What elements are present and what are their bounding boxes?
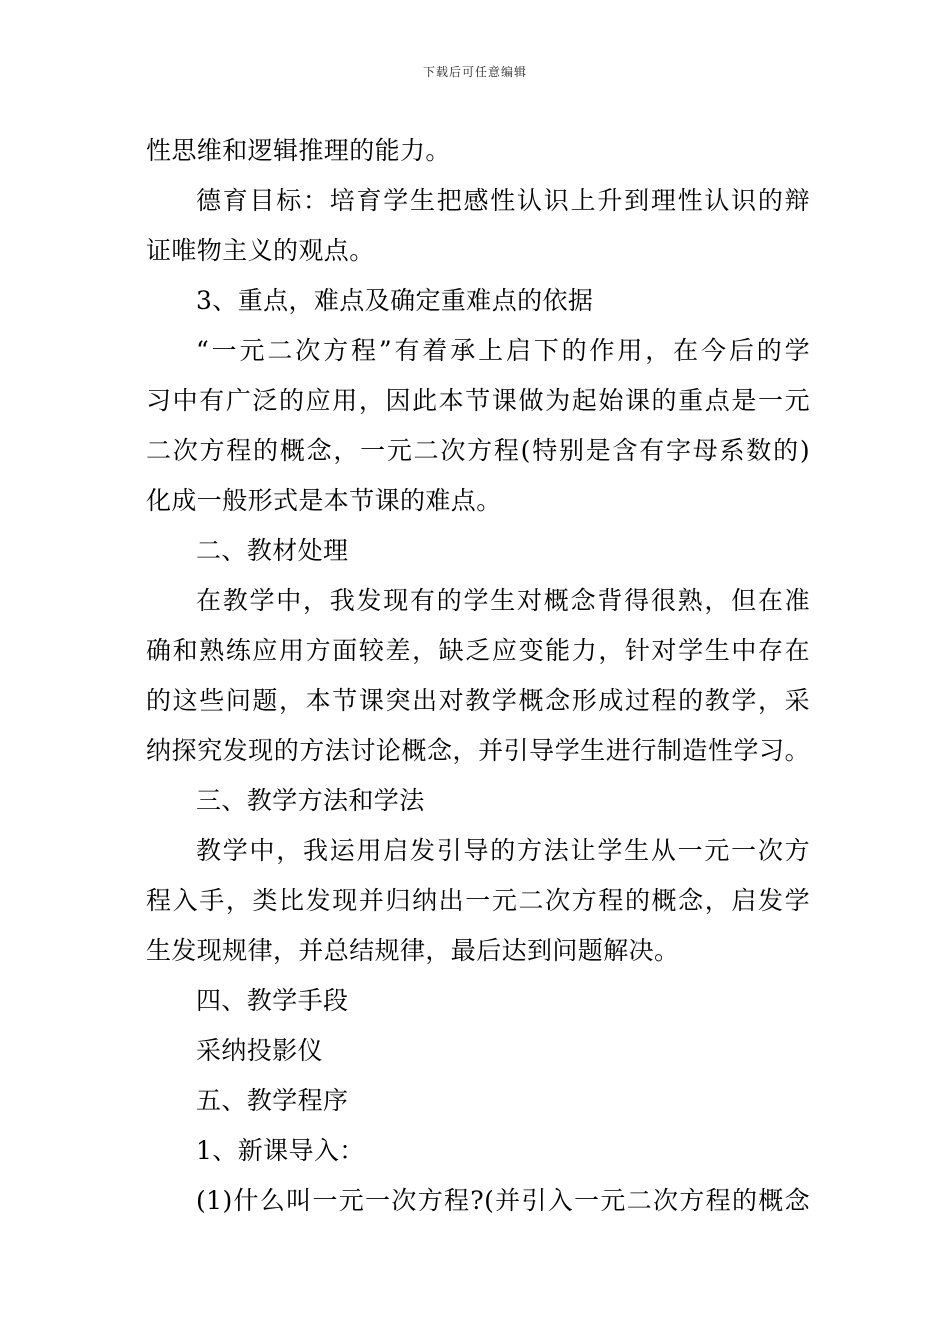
section-heading: 四、教学手段: [196, 986, 349, 1015]
document-body: [146, 126, 810, 1226]
text-line: 习中有广泛的应用，因此本节课做为起始课的重点是一元: [146, 386, 810, 415]
text-line: 教学中，我运用启发引导的方法让学生从一元一次方: [196, 836, 810, 865]
text-line: 采纳投影仪: [196, 1036, 324, 1065]
text-line: 程入手，类比发现并归纳出一元二次方程的概念，启发学: [146, 886, 810, 915]
page-header: 下载后可任意编辑: [422, 65, 527, 79]
section-heading: 五、教学程序: [196, 1086, 349, 1115]
text-line: 在教学中，我发现有的学生对概念背得很熟，但在准: [196, 586, 810, 615]
text-line: 性思维和逻辑推理的能力。: [146, 136, 451, 165]
section-heading: 1、新课导入：: [196, 1136, 365, 1165]
text-line: 化成一般形式是本节课的难点。: [146, 486, 502, 515]
text-line: 二次方程的概念，一元二次方程(特别是含有字母系数的): [146, 436, 810, 465]
text-line: “一元二次方程”有着承上启下的作用，在今后的学: [196, 336, 810, 365]
section-heading: 3、重点，难点及确定重难点的依据: [196, 286, 594, 315]
text-line: 确和熟练应用方面较差，缺乏应变能力，针对学生中存在: [146, 636, 810, 665]
text-line: 生发现规律，并总结规律，最后达到问题解决。: [146, 936, 680, 965]
text-line: 德育目标：培育学生把感性认识上升到理性认识的辩: [196, 186, 810, 215]
text-line: 证唯物主义的观点。: [146, 236, 375, 265]
section-heading: 二、教材处理: [196, 536, 349, 565]
section-heading: 三、教学方法和学法: [196, 786, 425, 815]
text-line: 的这些问题，本节课突出对教学概念形成过程的教学，采: [146, 686, 810, 715]
text-line: (1)什么叫一元一次方程?(并引入一元二次方程的概念: [196, 1186, 810, 1215]
text-line: 纳探究发现的方法讨论概念，并引导学生进行制造性学习。: [146, 736, 810, 765]
